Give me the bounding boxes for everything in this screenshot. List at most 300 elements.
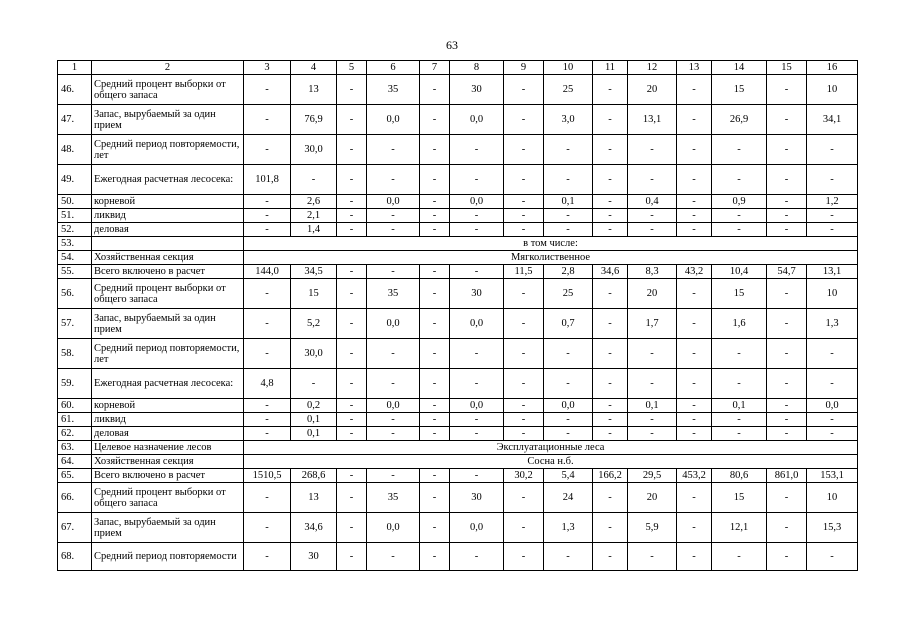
table-cell: - [504,209,544,223]
row-label: Запас, вырубаемый за один прием [92,309,244,339]
table-cell: - [420,543,450,571]
table-cell: 144,0 [244,265,291,279]
row-number: 60. [58,399,92,413]
table-cell: - [628,369,677,399]
table-cell: 2,8 [544,265,593,279]
table-cell: - [593,223,628,237]
table-cell: - [337,265,367,279]
row-number: 50. [58,195,92,209]
table-row [58,75,858,105]
table-cell: - [544,543,593,571]
table-cell: - [450,427,504,441]
table-cell: - [244,339,291,369]
table-cell: - [337,427,367,441]
row-number: 62. [58,427,92,441]
table-cell: - [628,135,677,165]
column-number: 1 [58,61,92,75]
table-cell: - [628,339,677,369]
table-cell: - [420,413,450,427]
table-row [58,441,858,455]
table-cell: - [244,135,291,165]
row-number: 66. [58,483,92,513]
table-cell: - [504,75,544,105]
table-cell: 25 [544,279,593,309]
table-cell: - [337,279,367,309]
table-cell: - [504,427,544,441]
table-row [58,413,858,427]
table-cell: 54,7 [767,265,807,279]
table-cell: - [244,75,291,105]
row-number: 51. [58,209,92,223]
table-cell: - [337,195,367,209]
table-cell: - [420,309,450,339]
table-cell: - [337,339,367,369]
table-cell: 8,3 [628,265,677,279]
table-cell: - [367,339,420,369]
table-row [58,237,858,251]
table-row [58,195,858,209]
table-cell: - [593,105,628,135]
section-header: Сосна н.б. [244,455,858,469]
table-cell: 24 [544,483,593,513]
table-cell: - [712,427,767,441]
table-cell: 20 [628,483,677,513]
table-cell: - [337,223,367,237]
table-cell: 1,3 [544,513,593,543]
row-label: Хозяйственная секция [92,251,244,265]
table-cell: 35 [367,483,420,513]
table-cell: 0,4 [628,195,677,209]
table-cell: - [767,309,807,339]
table-cell: - [420,339,450,369]
table-cell: - [628,209,677,223]
row-number: 57. [58,309,92,339]
table-cell: - [712,339,767,369]
table-cell: - [420,223,450,237]
row-label: корневой [92,399,244,413]
table-cell: - [593,165,628,195]
table-cell: 10,4 [712,265,767,279]
table-cell: - [420,75,450,105]
column-number: 13 [677,61,712,75]
table-cell: 0,7 [544,309,593,339]
row-number: 65. [58,469,92,483]
table-cell: - [337,209,367,223]
table-cell: - [712,369,767,399]
table-cell: - [450,413,504,427]
table-cell: - [504,105,544,135]
table-cell: 101,8 [244,165,291,195]
table-cell: 0,2 [291,399,337,413]
table-cell: 10 [807,75,858,105]
table-cell: 0,0 [450,399,504,413]
table-cell: - [291,165,337,195]
table-cell: 0,0 [450,513,504,543]
table-cell: - [420,427,450,441]
table-cell: 34,5 [291,265,337,279]
table-cell: 5,4 [544,469,593,483]
table-cell: - [244,399,291,413]
table-cell: 1,7 [628,309,677,339]
table-cell: 0,1 [544,195,593,209]
row-number: 61. [58,413,92,427]
column-number: 4 [291,61,337,75]
table-cell: - [420,105,450,135]
column-number: 16 [807,61,858,75]
row-label: Всего включено в расчет [92,265,244,279]
table-cell: - [628,543,677,571]
table-cell: 30 [291,543,337,571]
table-cell: - [544,209,593,223]
table-cell: 0,0 [450,105,504,135]
table-cell: - [420,135,450,165]
table-cell: - [504,543,544,571]
table-cell: - [807,413,858,427]
table-cell: - [807,135,858,165]
table-cell: - [337,105,367,135]
section-header: Эксплуатационные леса [244,441,858,455]
column-number: 12 [628,61,677,75]
table-cell: - [244,427,291,441]
table-cell: - [544,413,593,427]
column-number: 8 [450,61,504,75]
row-number: 53. [58,237,92,251]
table-cell: - [593,135,628,165]
page-number: 63 [446,38,458,52]
row-label: ликвид [92,209,244,223]
table-cell: - [593,483,628,513]
row-number: 63. [58,441,92,455]
table-cell: - [367,165,420,195]
table-cell: 166,2 [593,469,628,483]
table-cell: - [504,399,544,413]
table-cell: - [244,223,291,237]
table-cell: 0,0 [367,105,420,135]
row-label: деловая [92,427,244,441]
column-number: 7 [420,61,450,75]
table-cell: - [337,413,367,427]
table-row [58,427,858,441]
table-cell: - [244,209,291,223]
row-label: Средний период повторяемости, лет [92,135,244,165]
column-number: 11 [593,61,628,75]
table-cell: 80,6 [712,469,767,483]
table-cell: - [712,209,767,223]
table-cell: - [244,543,291,571]
table-cell: 13 [291,75,337,105]
table-cell: - [767,399,807,413]
column-number: 15 [767,61,807,75]
table-cell: - [767,543,807,571]
table-cell: - [767,223,807,237]
column-number: 3 [244,61,291,75]
table-row [58,469,858,483]
table-cell: - [677,165,712,195]
table-cell: - [677,105,712,135]
table-cell: - [337,399,367,413]
table-cell: 34,6 [291,513,337,543]
table-cell: - [807,339,858,369]
table-cell: 0,1 [291,413,337,427]
table-cell: 861,0 [767,469,807,483]
table-cell: 268,6 [291,469,337,483]
table-cell: 13,1 [807,265,858,279]
table-cell: - [450,369,504,399]
table-row [58,309,858,339]
table-row [58,165,858,195]
table-row [58,251,858,265]
table-cell: - [544,223,593,237]
table-row [58,369,858,399]
column-number: 10 [544,61,593,75]
table-cell: - [420,469,450,483]
table-cell: - [677,427,712,441]
table-cell: - [593,399,628,413]
table-cell: 13,1 [628,105,677,135]
row-number: 56. [58,279,92,309]
table-cell: - [420,369,450,399]
table-cell: 29,5 [628,469,677,483]
table-cell: - [504,513,544,543]
table-cell: 35 [367,75,420,105]
table-cell: 30,0 [291,135,337,165]
table-cell: - [244,195,291,209]
row-number: 68. [58,543,92,571]
row-number: 46. [58,75,92,105]
table-cell: 11,5 [504,265,544,279]
row-label: Запас, вырубаемый за один прием [92,513,244,543]
header-row [58,61,858,75]
table-cell: 30,0 [291,339,337,369]
table-cell: - [367,413,420,427]
table-cell: - [807,209,858,223]
row-number: 55. [58,265,92,279]
row-label: ликвид [92,413,244,427]
table-cell: - [677,513,712,543]
table-row [58,339,858,369]
table-cell: - [337,135,367,165]
table-cell: 0,0 [807,399,858,413]
row-number: 54. [58,251,92,265]
table-cell: 30 [450,279,504,309]
table-cell: 34,1 [807,105,858,135]
table-cell: 30 [450,483,504,513]
table-cell: - [767,339,807,369]
table-cell: - [337,543,367,571]
table-cell: 4,8 [244,369,291,399]
row-label: Всего включено в расчет [92,469,244,483]
row-label [92,237,244,251]
table-cell: 1,6 [712,309,767,339]
table-cell: - [291,369,337,399]
table-cell: - [450,543,504,571]
table-cell: 0,0 [367,399,420,413]
table-cell: 5,2 [291,309,337,339]
table-cell: - [420,209,450,223]
table-cell: - [767,413,807,427]
table-cell: 26,9 [712,105,767,135]
table-cell: - [767,513,807,543]
table-row [58,265,858,279]
table-cell: - [628,413,677,427]
table-row [58,543,858,571]
row-number: 47. [58,105,92,135]
table-cell: - [504,413,544,427]
table-cell: - [593,309,628,339]
table-row [58,483,858,513]
table-cell: 0,1 [291,427,337,441]
table-cell: - [767,209,807,223]
table-cell: - [420,399,450,413]
table-cell: - [367,427,420,441]
table-cell: - [367,209,420,223]
table-cell: - [244,309,291,339]
table-cell: - [450,135,504,165]
table-cell: - [367,369,420,399]
table-cell: 0,1 [628,399,677,413]
table-cell: - [367,543,420,571]
table-cell: - [244,279,291,309]
table-cell: - [367,265,420,279]
table-cell: - [450,469,504,483]
table-cell: - [420,265,450,279]
table-row [58,399,858,413]
table-cell: - [593,195,628,209]
table-cell: - [544,427,593,441]
table-row [58,223,858,237]
table-cell: - [767,279,807,309]
row-label: Средний процент выборки от общего запаса [92,279,244,309]
table-cell: 15 [712,279,767,309]
table-cell: - [807,223,858,237]
table-cell: - [767,105,807,135]
table-cell: - [337,483,367,513]
row-label: Хозяйственная секция [92,455,244,469]
table-cell: 2,6 [291,195,337,209]
table-row [58,209,858,223]
table-cell: - [337,165,367,195]
table-cell: - [677,135,712,165]
table-cell: - [807,543,858,571]
table-cell: 30 [450,75,504,105]
table-row [58,135,858,165]
table-cell: - [677,195,712,209]
table-cell: - [677,369,712,399]
table-cell: - [450,265,504,279]
column-number: 9 [504,61,544,75]
table-cell: - [677,75,712,105]
table-cell: - [593,339,628,369]
table-cell: - [504,195,544,209]
table-row [58,513,858,543]
row-number: 58. [58,339,92,369]
table-cell: 0,9 [712,195,767,209]
row-label: Средний процент выборки от общего запаса [92,75,244,105]
table-cell: 76,9 [291,105,337,135]
table-cell: - [420,195,450,209]
table-cell: 153,1 [807,469,858,483]
column-number: 14 [712,61,767,75]
table-cell: 1,4 [291,223,337,237]
row-label: Ежегодная расчетная лесосека: [92,369,244,399]
table-cell: - [712,543,767,571]
table-cell: 20 [628,75,677,105]
table-cell: - [593,75,628,105]
table-cell: - [420,513,450,543]
table-row [58,455,858,469]
table-cell: 43,2 [677,265,712,279]
table-cell: - [807,165,858,195]
table-cell: - [677,309,712,339]
table-row [58,279,858,309]
table-cell: 453,2 [677,469,712,483]
table-cell: - [677,223,712,237]
row-label: Средний процент выборки от общего запаса [92,483,244,513]
table-cell: - [593,369,628,399]
row-label: деловая [92,223,244,237]
table-cell: - [504,279,544,309]
table-cell: - [337,309,367,339]
table-cell: 0,0 [367,195,420,209]
table-cell: - [450,339,504,369]
table-cell: - [593,209,628,223]
table-cell: 5,9 [628,513,677,543]
table-cell: 0,0 [450,309,504,339]
table-cell: - [337,469,367,483]
table-cell: 12,1 [712,513,767,543]
table-cell: - [450,223,504,237]
table-cell: 30,2 [504,469,544,483]
row-label: корневой [92,195,244,209]
table-cell: 25 [544,75,593,105]
table-cell: - [767,195,807,209]
table-cell: - [677,339,712,369]
table-cell: - [628,165,677,195]
table-cell: - [712,223,767,237]
table-cell: 34,6 [593,265,628,279]
table-cell: - [504,483,544,513]
table-cell: - [807,427,858,441]
row-label: Целевое назначение лесов [92,441,244,455]
section-header: Мягколиственное [244,251,858,265]
table-cell: 20 [628,279,677,309]
table-cell: 0,0 [367,309,420,339]
table-cell: - [593,279,628,309]
table-cell: 13 [291,483,337,513]
table-cell: - [504,339,544,369]
table-cell: - [677,413,712,427]
row-number: 64. [58,455,92,469]
table-cell: - [712,413,767,427]
table-cell: - [420,165,450,195]
table-cell: - [767,75,807,105]
row-number: 49. [58,165,92,195]
table-cell: - [244,483,291,513]
table-cell: - [767,427,807,441]
table-cell: - [767,369,807,399]
table-cell: 1,3 [807,309,858,339]
row-label: Ежегодная расчетная лесосека: [92,165,244,195]
table-cell: - [767,165,807,195]
row-number: 67. [58,513,92,543]
table-cell: - [367,135,420,165]
table-cell: - [504,165,544,195]
table-cell: - [677,483,712,513]
row-label: Средний период повторяемости [92,543,244,571]
table-cell: - [593,413,628,427]
table-cell: - [450,165,504,195]
table-cell: 0,1 [712,399,767,413]
